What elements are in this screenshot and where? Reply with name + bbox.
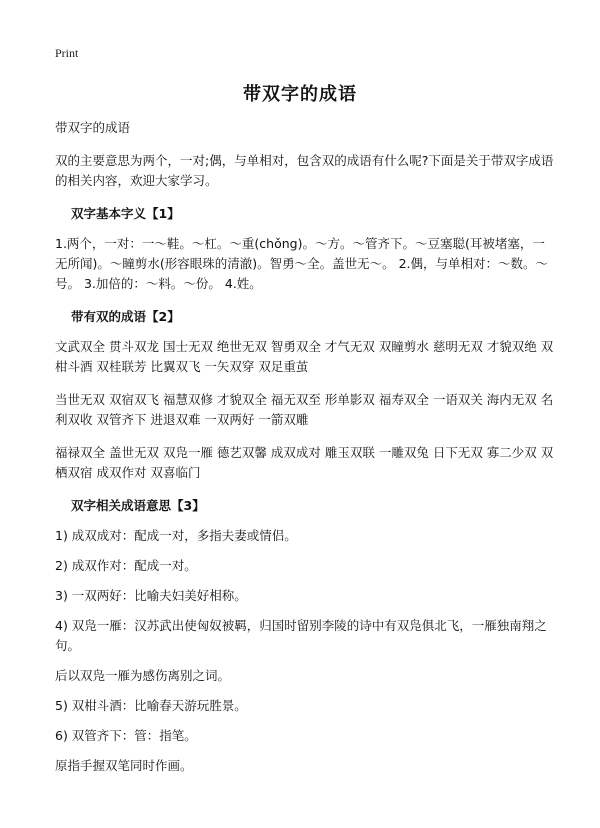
idioms-list-paragraph: 当世无双 双宿双飞 福慧双修 才貌双全 福无双至 形单影双 福寿双全 一语双关 海内无双 名利双收 双管齐下 进退双难 一双两好 一箭双雕 bbox=[55, 392, 554, 427]
article-subtitle: 带双字的成语 bbox=[55, 120, 131, 135]
idiom-meaning-item: 4) 双凫一雁：汉苏武出使匈奴被羁，归国时留别李陵的诗中有双凫俱北飞，一雁独南翔之句。 bbox=[55, 618, 547, 653]
idiom-meaning-item: 1) 成双成对：配成一对，多指夫妻或情侣。 bbox=[55, 528, 297, 543]
idioms-list-paragraph: 福禄双全 盖世无双 双凫一雁 德艺双馨 成双成对 雕玉双联 一雕双兔 日下无双 寡二少双 双栖双宿 成双作对 双喜临门 bbox=[55, 445, 554, 480]
idiom-meaning-item: 3) 一双两好：比喻夫妇美好相称。 bbox=[55, 588, 247, 603]
idiom-meaning-item: 2) 成双作对：配成一对。 bbox=[55, 558, 197, 573]
page-title: 带双字的成语 bbox=[243, 84, 357, 105]
idiom-meaning-item: 6) 双管齐下：管：指笔。 bbox=[55, 728, 197, 743]
intro-paragraph: 双的主要意思为两个，一对;偶，与单相对，包含双的成语有什么呢?下面是关于带双字成语的相关内容，欢迎大家学习。 bbox=[55, 153, 554, 188]
basic-meaning-paragraph: 1.两个，一对：一～鞋。～杠。～重(chǒng)。～方。～管齐下。～豆塞聪(耳被堵塞，一无所闻)。～瞳剪水(形容眼珠的清澈)。智勇～全。盖世无～。 2.偶，与单相对：～数。～号。 3.加倍的：～料。～份。 4.姓。 bbox=[55, 236, 549, 291]
section-heading-idiom-meanings: 双字相关成语意思【3】 bbox=[71, 498, 205, 513]
idiom-meaning-item: 后以双凫一雁为感伤离别之词。 bbox=[55, 668, 231, 683]
idioms-list-paragraph: 文武双全 贯斗双龙 国士无双 绝世无双 智勇双全 才气无双 双瞳剪水 慈明无双 才貌双绝 双柑斗酒 双桂联芳 比翼双飞 一矢双穿 双足重茧 bbox=[55, 339, 554, 374]
idiom-meaning-item: 5) 双柑斗酒：比喻春天游玩胜景。 bbox=[55, 698, 247, 713]
section-heading-basic-meaning: 双字基本字义【1】 bbox=[71, 206, 180, 221]
section-heading-idioms-list: 带有双的成语【2】 bbox=[71, 309, 180, 324]
idiom-meaning-item: 原指手握双笔同时作画。 bbox=[55, 758, 193, 773]
print-link[interactable]: Print bbox=[55, 46, 79, 60]
article-body bbox=[55, 118, 555, 786]
